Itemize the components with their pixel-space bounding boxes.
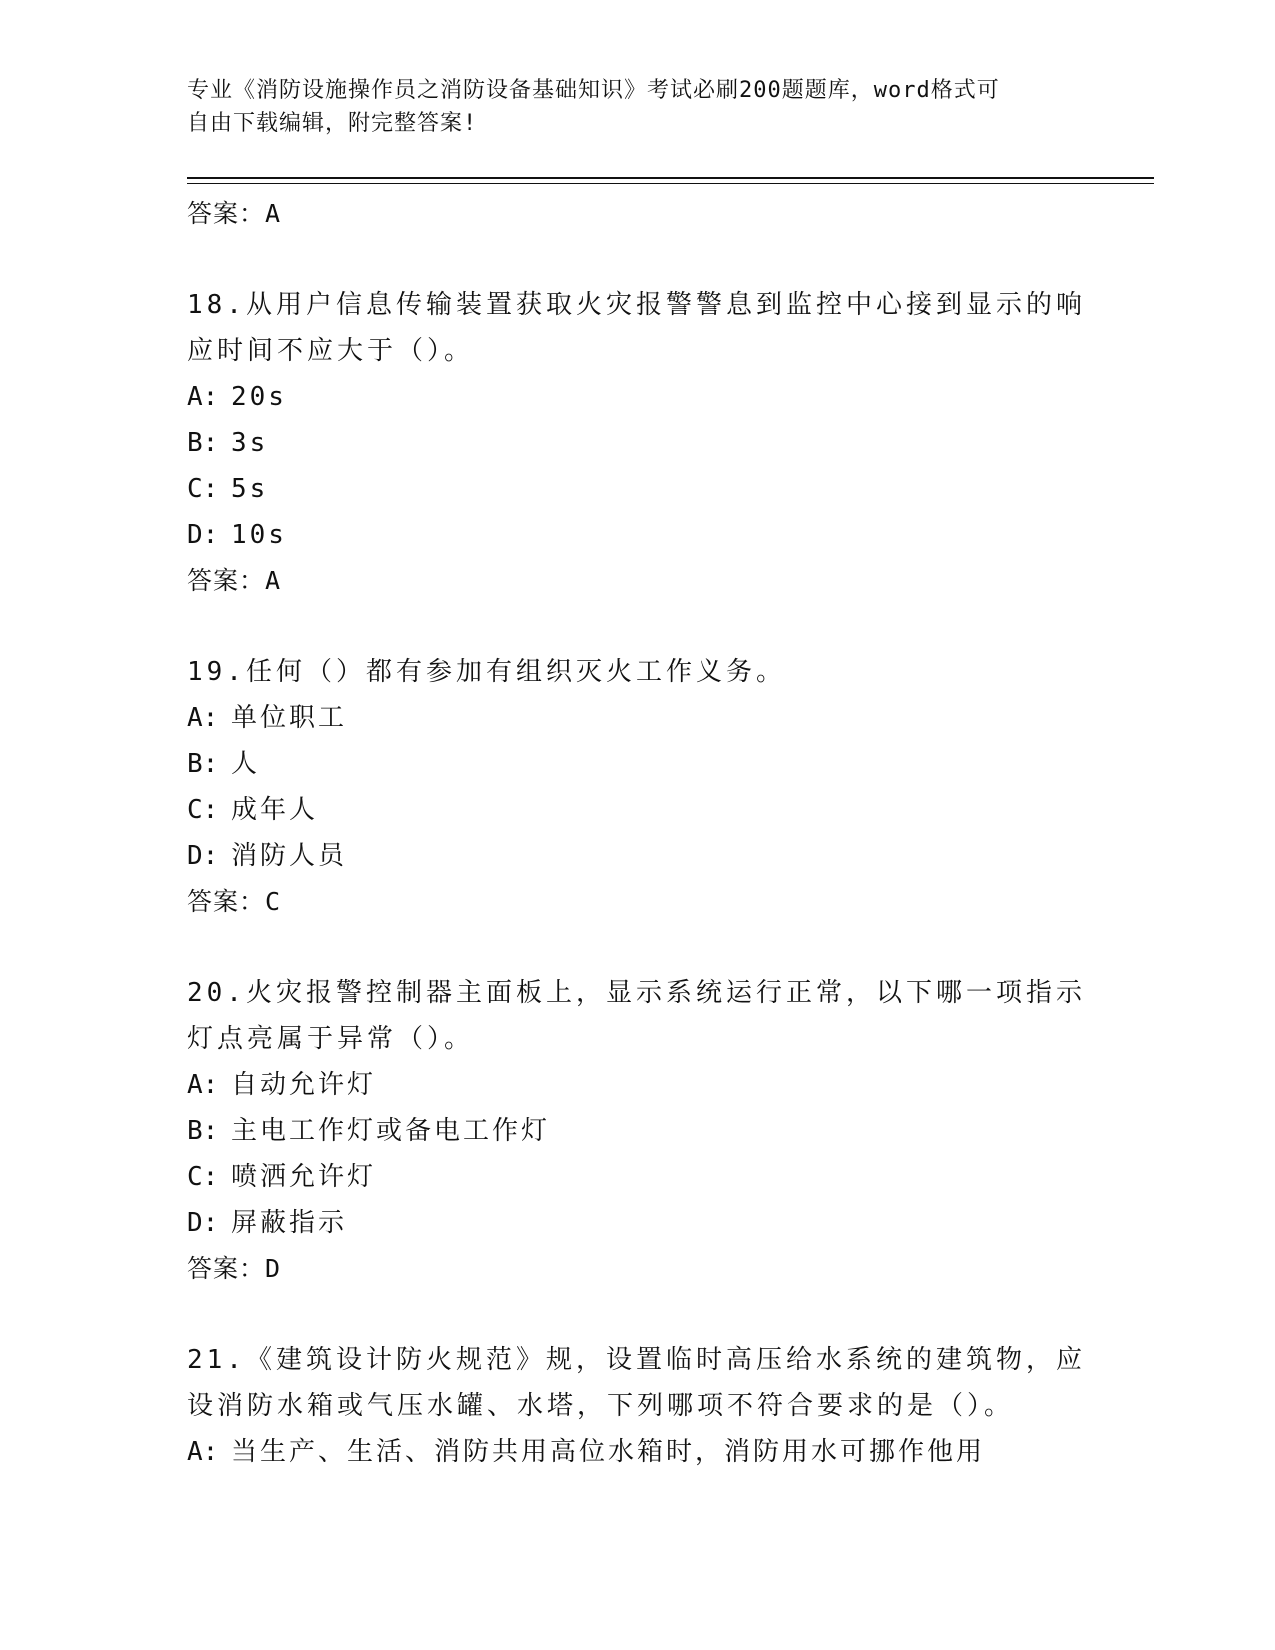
answer-label: 答案： <box>187 566 266 595</box>
option-key: D: <box>187 520 219 550</box>
option-c <box>187 466 1087 512</box>
option-key: A: <box>187 1070 219 1100</box>
question-stem: 《建筑设计防火规范》规，设置临时高压给水系统的建筑物，应设消防水箱或气压水罐、水塔，下列哪项不符合要求的是（）。 <box>187 1345 1086 1421</box>
option-key: B: <box>187 749 219 779</box>
option-text: 成年人 <box>231 795 319 825</box>
option-b <box>187 741 1087 787</box>
question-gap <box>187 236 1087 282</box>
question-18 <box>187 282 1087 603</box>
option-key: B: <box>187 428 219 458</box>
question-number: 18. <box>187 290 246 320</box>
answer-line <box>187 191 1087 236</box>
header-line-2: 自由下载编辑，附完整答案! <box>187 111 478 136</box>
answer-label: 答案： <box>187 1254 266 1283</box>
answer-line <box>187 558 1087 603</box>
option-d <box>187 1200 1087 1246</box>
header-line-1: 专业《消防设施操作员之消防设备基础知识》考试必刷200题题库，word格式可 <box>187 78 1000 103</box>
question-text <box>187 649 1087 695</box>
question-stem: 从用户信息传输装置获取火灾报警警息到监控中心接到显示的响应时间不应大于（）。 <box>187 290 1086 366</box>
question-text <box>187 282 1087 374</box>
question-gap <box>187 603 1087 649</box>
option-a <box>187 695 1087 741</box>
answer-label: 答案： <box>187 887 266 916</box>
option-key: C: <box>187 795 219 825</box>
option-key: D: <box>187 1208 219 1238</box>
option-key: C: <box>187 474 219 504</box>
question-list <box>187 191 1087 1475</box>
question-number: 19. <box>187 657 246 687</box>
document-header <box>187 74 1067 140</box>
option-key: A: <box>187 382 219 412</box>
header-rule-thick <box>187 177 1154 179</box>
question-20 <box>187 970 1087 1291</box>
header-rule-thin <box>187 183 1154 184</box>
option-text: 主电工作灯或备电工作灯 <box>231 1116 551 1146</box>
answer-value: A <box>265 199 282 228</box>
option-text: 喷洒允许灯 <box>231 1162 377 1192</box>
option-text: 3s <box>231 428 269 458</box>
question-number: 21. <box>187 1345 246 1375</box>
answer-line <box>187 1246 1087 1291</box>
question-text <box>187 970 1087 1062</box>
answer-label: 答案： <box>187 199 266 228</box>
option-text: 当生产、生活、消防共用高位水箱时，消防用水可挪作他用 <box>231 1437 986 1467</box>
answer-value: C <box>265 887 282 916</box>
option-key: A: <box>187 703 219 733</box>
question-number: 20. <box>187 978 246 1008</box>
option-d <box>187 512 1087 558</box>
option-c <box>187 787 1087 833</box>
option-key: A: <box>187 1437 219 1467</box>
option-b <box>187 420 1087 466</box>
option-text: 消防人员 <box>231 841 348 871</box>
question-gap <box>187 1291 1087 1337</box>
answer-line <box>187 879 1087 924</box>
option-a <box>187 374 1087 420</box>
option-text: 5s <box>231 474 269 504</box>
question-gap <box>187 924 1087 970</box>
option-text: 屏蔽指示 <box>231 1208 348 1238</box>
option-d <box>187 833 1087 879</box>
option-text: 20s <box>231 382 287 412</box>
option-key: C: <box>187 1162 219 1192</box>
question-stem: 任何（）都有参加有组织灭火工作义务。 <box>245 657 786 687</box>
option-text: 人 <box>231 749 261 779</box>
option-text: 自动允许灯 <box>231 1070 377 1100</box>
option-text: 10s <box>231 520 287 550</box>
question-19 <box>187 649 1087 924</box>
answer-value: D <box>265 1254 282 1283</box>
option-a <box>187 1062 1087 1108</box>
question-stem: 火灾报警控制器主面板上，显示系统运行正常，以下哪一项指示灯点亮属于异常（）。 <box>187 978 1086 1054</box>
option-text: 单位职工 <box>231 703 348 733</box>
answer-value: A <box>265 566 282 595</box>
option-a <box>187 1429 1087 1475</box>
option-key: B: <box>187 1116 219 1146</box>
option-c <box>187 1154 1087 1200</box>
question-21 <box>187 1337 1087 1475</box>
option-b <box>187 1108 1087 1154</box>
option-key: D: <box>187 841 219 871</box>
question-text <box>187 1337 1087 1429</box>
